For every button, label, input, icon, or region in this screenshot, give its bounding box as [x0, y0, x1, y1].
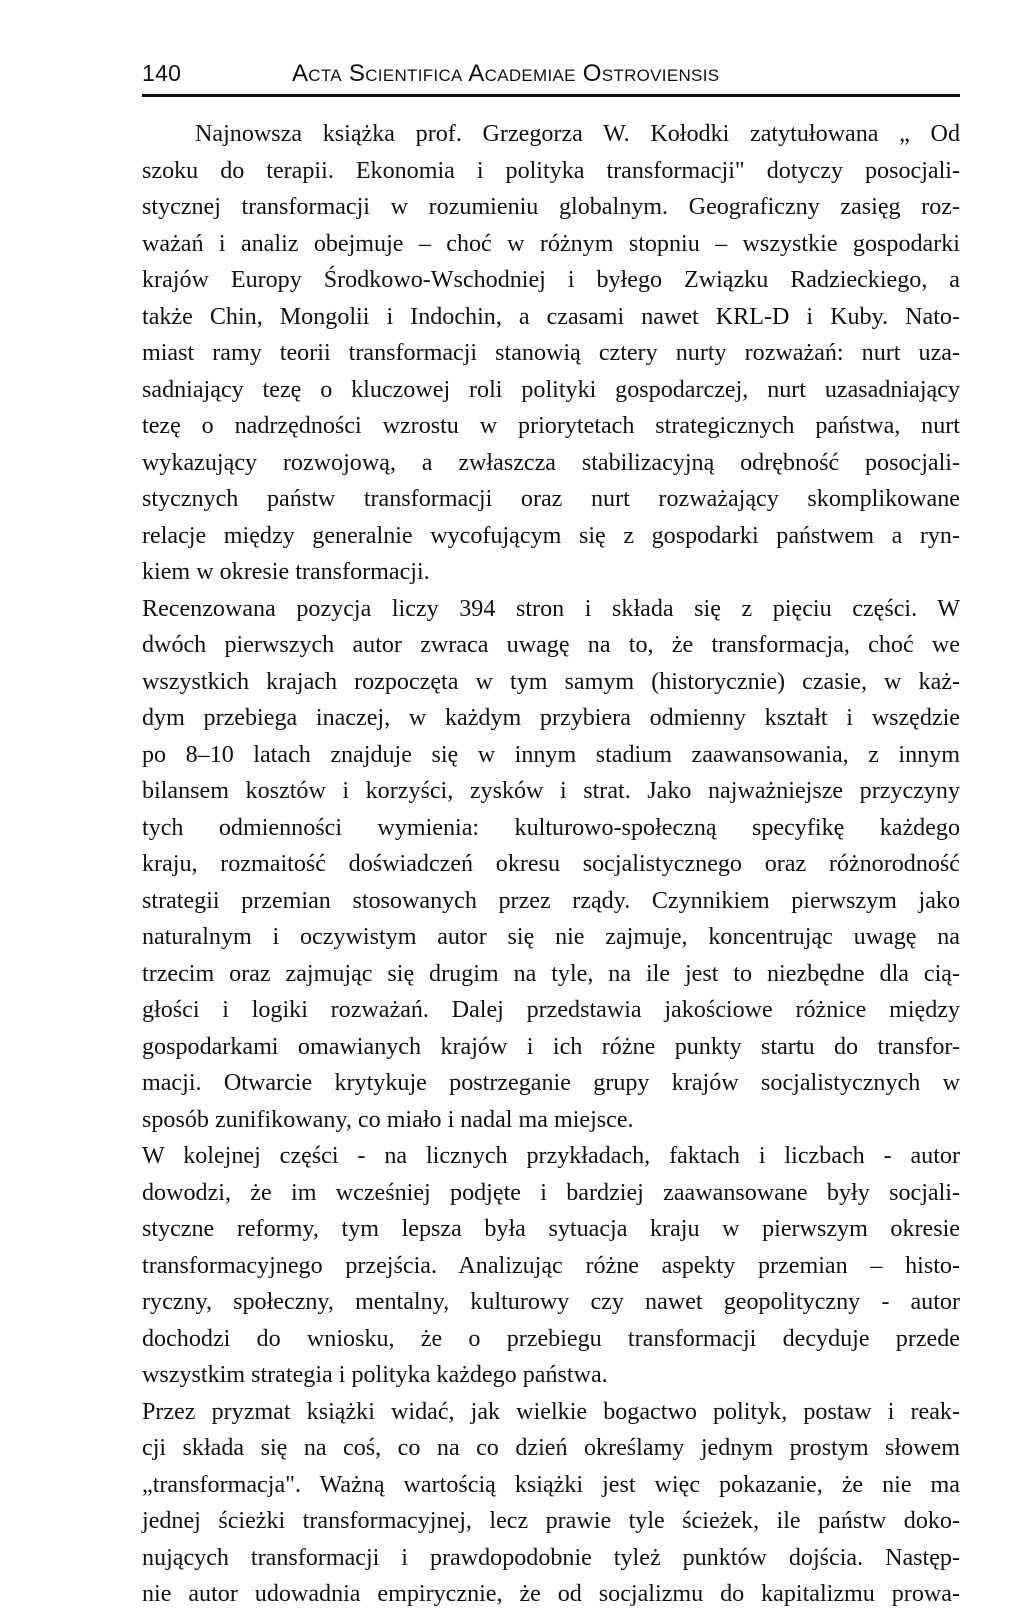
- text-line: Przez pryzmat książki widać, jak wielkie bogactwo polityk, postaw i reak-: [142, 1398, 960, 1425]
- text-line: wszystkim strategia i polityka każdego państwa.: [142, 1362, 608, 1388]
- text-line: miast ramy teorii transformacji stanowią cztery nurty rozważań: nurt uza-: [142, 340, 960, 366]
- text-line: strategii przemian stosowanych przez rządy. Czynnikiem pierwszym jako: [142, 887, 960, 914]
- text-line: styczne reformy, tym lepsza była sytuacja kraju w pierwszym okresie: [142, 1216, 960, 1242]
- text-line: W kolejnej części - na licznych przykładach, faktach i liczbach - autor: [142, 1143, 960, 1169]
- text-line: nujących transformacji i prawdopodobnie tyleż punktów dojścia. Następ-: [142, 1544, 960, 1571]
- text-line: ryczny, społeczny, mentalny, kulturowy czy nawet geopolityczny - autor: [142, 1289, 960, 1315]
- text-line: naturalnym i oczywistym autor się nie zajmuje, koncentrując uwagę na: [142, 924, 960, 950]
- text-line: wszystkich krajach rozpoczęta w tym samym (historycznie) czasie, w każ-: [142, 668, 960, 695]
- text-line: Najnowsza książka prof. Grzegorza W. Kołodki zatytułowana „ Od: [195, 121, 960, 147]
- journal-title: Acta Scientifica Academiae Ostroviensis: [292, 60, 720, 87]
- text-line: sadniający tezę o kluczowej roli polityki gospodarczej, nurt uzasadniający: [142, 376, 960, 403]
- page: [142, 60, 960, 1613]
- text-line: szoku do terapii. Ekonomia i polityka transformacji" dotyczy posocjali-: [142, 157, 960, 184]
- text-line: gospodarkami omawianych krajów i ich różne punkty startu do transfor-: [142, 1033, 960, 1060]
- text-line: jednej ścieżki transformacyjnej, lecz prawie tyle ścieżek, ile państw doko-: [142, 1508, 960, 1534]
- text-line: po 8–10 latach znajduje się w innym stadium zaawansowania, z innym: [142, 741, 960, 768]
- paragraph-1: [142, 116, 960, 591]
- text-line: transformacyjnego przejścia. Analizując różne aspekty przemian – histo-: [142, 1252, 960, 1279]
- text-line: kiem w okresie transformacji.: [142, 559, 430, 585]
- paragraph-2: [142, 591, 960, 1139]
- text-line: głości i logiki rozważań. Dalej przedstawia jakościowe różnice między: [142, 997, 960, 1023]
- text-line: relacje między generalnie wycofującym się z gospodarki państwem a ryn-: [142, 522, 960, 549]
- text-line: kraju, rozmaitość doświadczeń okresu socjalistycznego oraz różnorodność: [142, 851, 960, 877]
- text-line: bilansem kosztów i korzyści, zysków i strat. Jako najważniejsze przyczyny: [142, 778, 960, 804]
- text-line: tezę o nadrzędności wzrostu w priorytetach strategicznych państwa, nurt: [142, 413, 960, 439]
- text-line: Recenzowana pozycja liczy 394 stron i składa się z pięciu części. W: [142, 595, 960, 622]
- text-line: nie autor udowadnia empirycznie, że od socjalizmu do kapitalizmu prowa-: [142, 1581, 960, 1607]
- paragraph-3: [142, 1138, 960, 1394]
- text-line: dwóch pierwszych autor zwraca uwagę na to, że transformacja, choć we: [142, 632, 960, 658]
- text-line: krajów Europy Środkowo-Wschodniej i byłego Związku Radzieckiego, a: [142, 267, 960, 293]
- text-line: „transformacja". Ważną wartością książki jest więc pokazanie, że nie ma: [142, 1471, 960, 1498]
- text-line: wykazujący rozwojową, a zwłaszcza stabilizacyjną odrębność posocjali-: [142, 449, 960, 476]
- article-body: [142, 116, 960, 1613]
- text-line: cji składa się na coś, co na co dzień określamy jednym prostym słowem: [142, 1435, 960, 1461]
- text-line: stycznych państw transformacji oraz nurt rozważający skomplikowane: [142, 486, 960, 512]
- text-line: także Chin, Mongolii i Indochin, a czasami nawet KRL-D i Kuby. Nato-: [142, 303, 960, 330]
- text-line: sposób zunifikowany, co miało i nadal ma miejsce.: [142, 1106, 634, 1133]
- paragraph-4: [142, 1394, 960, 1613]
- page-number: 140: [142, 60, 182, 86]
- running-header: [142, 60, 960, 97]
- text-line: stycznej transformacji w rozumieniu globalnym. Geograficzny zasięg roz-: [142, 194, 960, 220]
- text-line: trzecim oraz zajmując się drugim na tyle, na ile jest to niezbędne dla cią-: [142, 960, 960, 987]
- text-line: dowodzi, że im wcześniej podjęte i bardziej zaawansowane były socjali-: [142, 1179, 960, 1206]
- text-line: ważań i analiz obejmuje – choć w różnym stopniu – wszystkie gospodarki: [142, 230, 960, 257]
- text-line: macji. Otwarcie krytykuje postrzeganie grupy krajów socjalistycznych w: [142, 1070, 960, 1096]
- text-line: dym przebiega inaczej, w każdym przybiera odmienny kształt i wszędzie: [142, 705, 960, 731]
- text-line: tych odmienności wymienia: kulturowo-społeczną specyfikę każdego: [142, 814, 960, 841]
- text-line: dochodzi do wniosku, że o przebiegu transformacji decyduje przede: [142, 1325, 960, 1352]
